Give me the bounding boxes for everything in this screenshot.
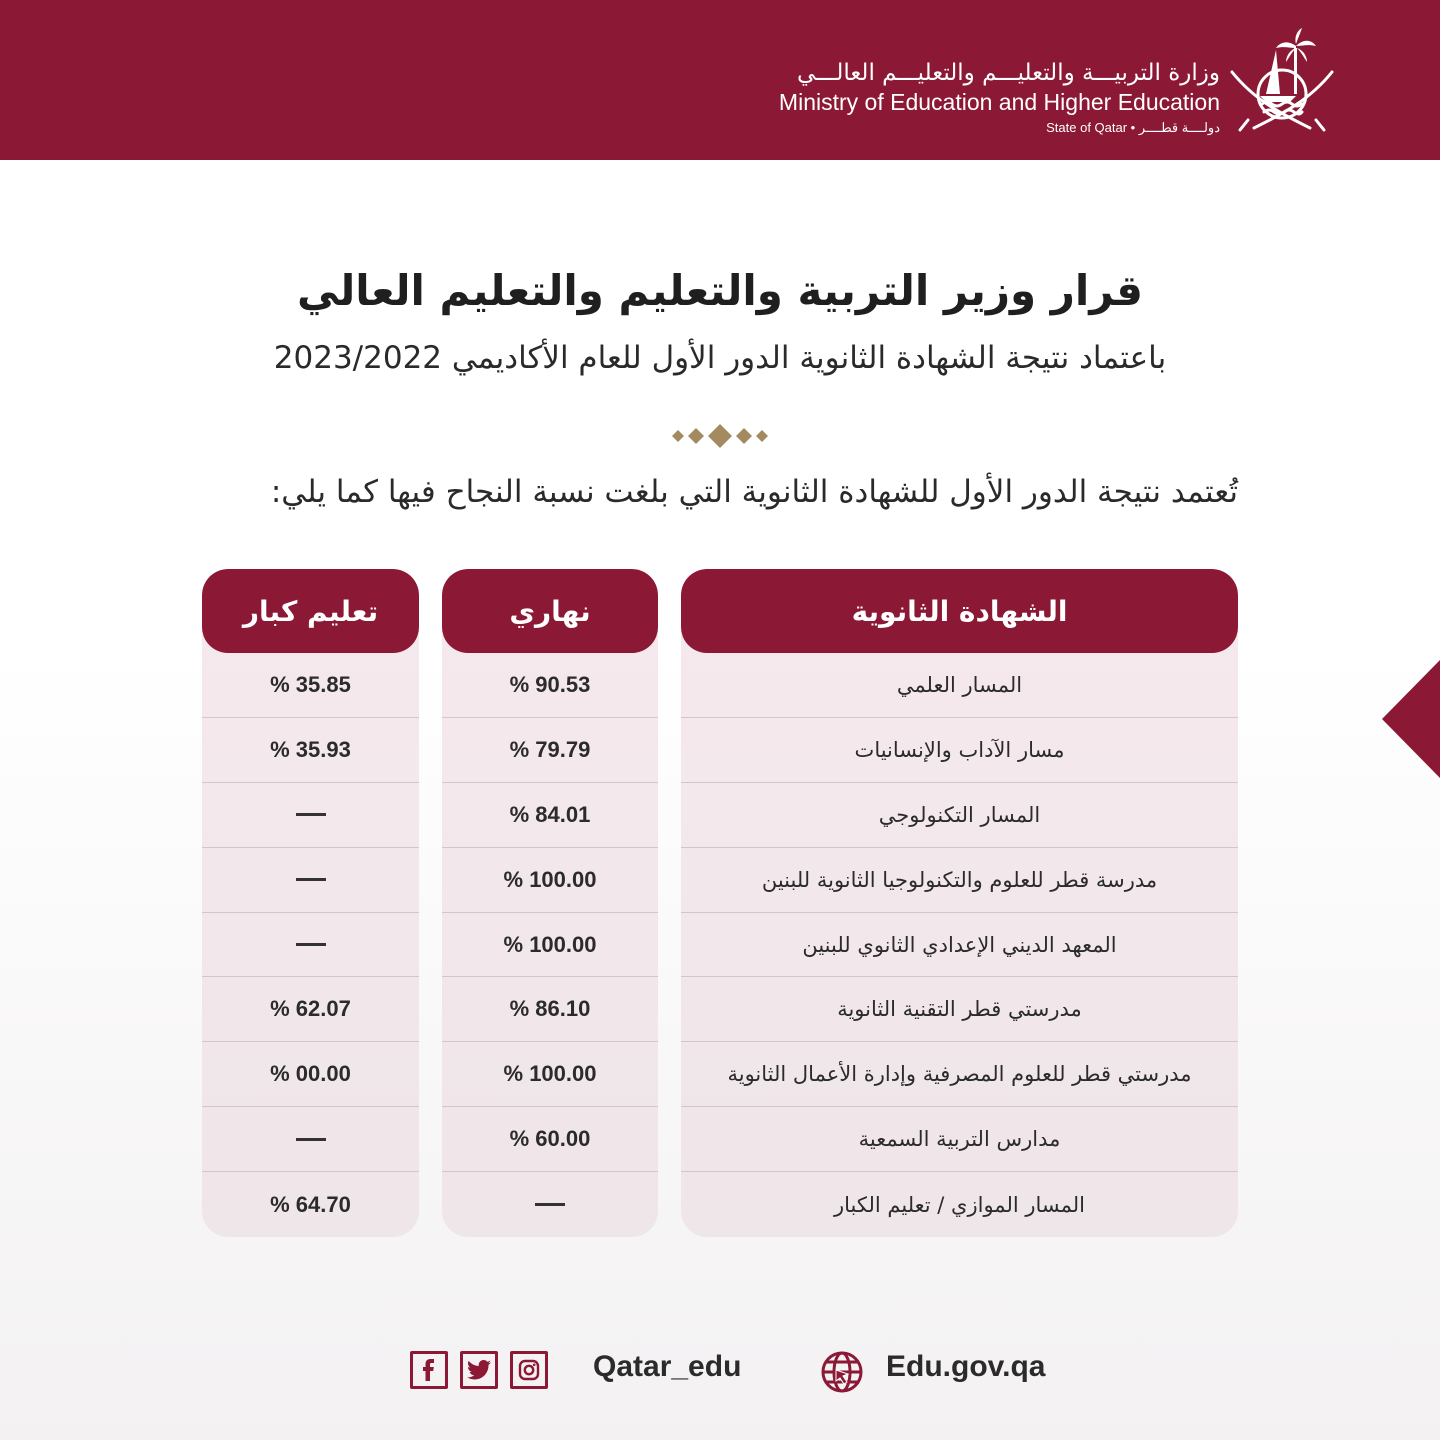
website-link[interactable]: Edu.gov.qa [886,1350,1046,1383]
adult-cell: % 64.70 [270,1191,351,1217]
day-cell: % 84.01 [442,783,658,848]
adult-cell: % 62.07 [202,977,419,1042]
page-subtitle: باعتماد نتيجة الشهادة الثانوية الدور الأول للعام الأكاديمي 2023/2022 [273,340,1167,376]
globe-icon [820,1350,864,1394]
day-cell: % 100.00 [442,848,658,913]
ministry-name-ar: وزارة التربيـــة والتعليـــم والتعليـــم العالـــي [796,60,1220,86]
empty-dash [296,1138,326,1141]
empty-dash [296,813,326,816]
ministry-name-en: Ministry of Education and Higher Education [778,89,1220,115]
adult-cell-empty [202,783,419,848]
day-cell: % 100.00 [442,913,658,978]
track-cell: المعهد الديني الإعدادي الثانوي للبنين [681,913,1238,978]
day-cell: % 79.79 [442,718,658,783]
social-icons [410,1351,548,1393]
day-cell: % 60.00 [442,1107,658,1172]
header-band [0,0,1440,160]
empty-dash [296,943,326,946]
day-column [442,569,658,1237]
track-cell: المسار التكنولوجي [681,783,1238,848]
day-cell: % 86.10 [442,977,658,1042]
instagram-icon[interactable] [510,1351,548,1389]
track-cell: المسار الموازي / تعليم الكبار [834,1192,1086,1217]
track-cell: مدرستي قطر التقنية الثانوية [681,977,1238,1042]
day-column-header: نهاري [442,569,658,653]
track-cell: مدرسة قطر للعلوم والتكنولوجيا الثانوية للبنين [681,848,1238,913]
day-cell-empty [442,1172,658,1237]
adult-cell-empty [202,1107,419,1172]
adult-cell-empty [202,913,419,978]
social-handle[interactable]: Qatar_edu [593,1350,742,1383]
track-column-header: الشهادة الثانوية [681,569,1238,653]
qatar-emblem-icon [1226,24,1338,140]
state-of-qatar: State of Qatar • دولــــة قطــــر [1046,120,1220,135]
page-title: قرار وزير التربية والتعليم والتعليم العالي [297,266,1143,315]
track-cell: مسار الآداب والإنسانيات [681,718,1238,783]
ministry-name-block [660,58,1220,140]
track-cell: مدرستي قطر للعلوم المصرفية وإدارة الأعمال الثانوية [681,1042,1238,1107]
empty-dash [535,1203,565,1206]
track-cell: مدارس التربية السمعية [681,1107,1238,1172]
adult-column [202,569,419,1237]
twitter-icon[interactable] [460,1351,498,1389]
side-arrow-decoration [1382,660,1440,778]
adult-cell: % 00.00 [202,1042,419,1107]
diamond-divider-icon [668,424,772,448]
track-cell: المسار العلمي [681,653,1238,718]
adult-cell: % 35.93 [202,718,419,783]
facebook-icon[interactable] [410,1351,448,1389]
adult-cell: % 35.85 [202,653,419,718]
track-column [681,569,1238,1237]
day-cell: % 100.00 [442,1042,658,1107]
day-cell: % 90.53 [442,653,658,718]
intro-text: تُعتمد نتيجة الدور الأول للشهادة الثانوية التي بلغت نسبة النجاح فيها كما يلي: [270,474,1238,510]
adult-column-header: تعليم كبار [202,569,419,653]
empty-dash [296,878,326,881]
adult-cell-empty [202,848,419,913]
